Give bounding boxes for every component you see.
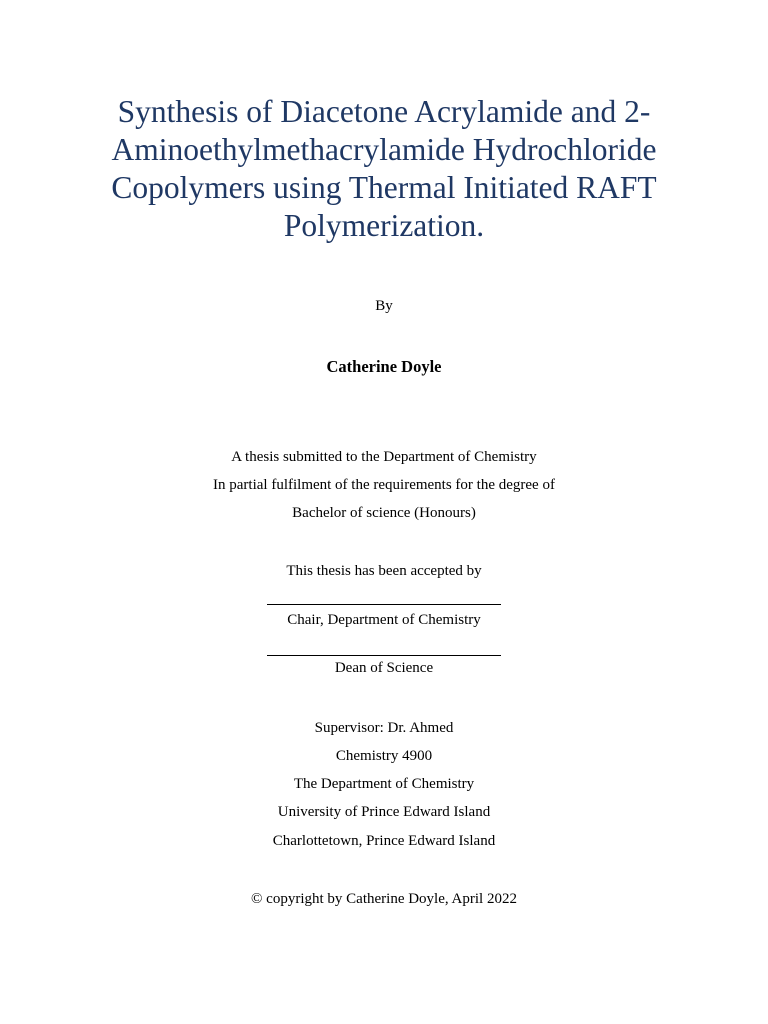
submission-line: In partial fulfilment of the requirements for the degree of [213, 477, 555, 493]
supervisor-line: Supervisor: Dr. Ahmed [314, 720, 454, 736]
author-name: Catherine Doyle [326, 357, 442, 376]
title-line: Aminoethylmethacrylamide Hydrochloride [111, 132, 657, 167]
location-line: Charlottetown, Prince Edward Island [272, 833, 496, 849]
signatory-dean: Dean of Science [334, 660, 434, 676]
course-line: Chemistry 4900 [335, 748, 433, 764]
title-line: Copolymers using Thermal Initiated RAFT [111, 170, 657, 205]
copyright-line: © copyright by Catherine Doyle, April 2022 [251, 891, 517, 907]
signature-line-dean [267, 655, 501, 656]
title-line: Polymerization. [283, 208, 485, 243]
accepted-by-label: This thesis has been accepted by [286, 563, 482, 579]
signature-line-chair [267, 604, 501, 605]
title-line: Synthesis of Diacetone Acrylamide and 2- [117, 94, 651, 129]
signatory-chair: Chair, Department of Chemistry [287, 612, 481, 628]
university-line: University of Prince Edward Island [277, 804, 491, 820]
by-label: By [375, 298, 393, 314]
degree-line: Bachelor of science (Honours) [292, 505, 476, 521]
department-line: The Department of Chemistry [293, 776, 475, 792]
thesis-title [0, 93, 768, 245]
submission-line: A thesis submitted to the Department of Chemistry [231, 449, 537, 465]
